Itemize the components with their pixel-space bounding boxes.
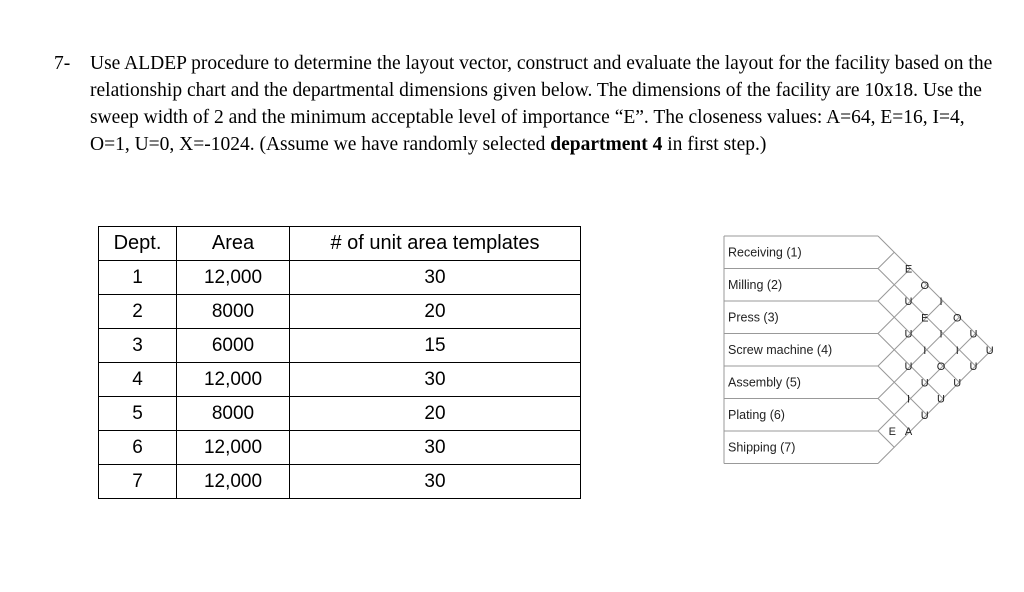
relationship-code: U <box>969 328 978 341</box>
relationship-code: A <box>904 426 913 438</box>
chart-diagonal <box>894 301 943 350</box>
relationship-code: O <box>920 279 930 292</box>
relationship-code: U <box>985 344 994 357</box>
cell-templates: 20 <box>290 295 581 329</box>
relationship-code: I <box>955 344 959 357</box>
chart-diagonal <box>894 350 943 399</box>
table-header-row <box>99 227 581 261</box>
chart-row-tip <box>878 366 894 399</box>
cell-templates: 15 <box>290 329 581 363</box>
cell-templates: 30 <box>290 363 581 397</box>
cell-dept: 1 <box>99 261 177 295</box>
relationship-code: U <box>904 361 913 373</box>
relationship-code: E <box>904 263 913 276</box>
header-area: Area <box>177 227 290 261</box>
relationship-code: I <box>939 328 943 341</box>
relationship-chart <box>700 232 1010 472</box>
table-row <box>99 295 581 329</box>
relationship-code: U <box>904 296 913 308</box>
chart-row-tip <box>878 236 894 269</box>
department-label: Press (3) <box>728 310 779 325</box>
table-row <box>99 363 581 397</box>
problem-statement <box>54 50 994 158</box>
header-templates: # of unit area templates <box>290 227 581 261</box>
relationship-code: I <box>906 393 911 406</box>
table-row <box>99 465 581 499</box>
department-label: Assembly (5) <box>728 375 801 390</box>
cell-templates: 30 <box>290 465 581 499</box>
relationship-code: U <box>937 393 945 406</box>
cell-dept: 4 <box>99 363 177 397</box>
cell-area: 8000 <box>177 295 290 329</box>
header-dept: Dept. <box>99 227 177 261</box>
department-label: Screw machine (4) <box>728 342 833 357</box>
relationship-code: E <box>921 312 929 325</box>
cell-area: 12,000 <box>177 261 290 295</box>
cell-dept: 7 <box>99 465 177 499</box>
cell-dept: 6 <box>99 431 177 465</box>
cell-area: 8000 <box>177 397 290 431</box>
relationship-code: U <box>969 361 978 373</box>
problem-text <box>90 50 994 158</box>
relationship-code: U <box>920 409 929 422</box>
chart-row-tip <box>878 269 894 302</box>
cell-area: 12,000 <box>177 363 290 397</box>
cell-area: 12,000 <box>177 431 290 465</box>
department-label: Receiving (1) <box>728 245 802 260</box>
cell-templates: 30 <box>290 431 581 465</box>
department-label: Plating (6) <box>728 407 785 422</box>
chart-row-tip <box>878 334 894 367</box>
cell-area: 6000 <box>177 329 290 363</box>
cell-templates: 20 <box>290 397 581 431</box>
table-row <box>99 261 581 295</box>
cell-dept: 2 <box>99 295 177 329</box>
cell-dept: 5 <box>99 397 177 431</box>
department-label: Milling (2) <box>728 277 783 292</box>
table-row <box>99 329 581 363</box>
department-dimensions-table <box>98 226 581 499</box>
cell-dept: 3 <box>99 329 177 363</box>
relationship-code: E <box>888 426 896 438</box>
table-row <box>99 431 581 465</box>
chart-row-tip <box>878 301 894 334</box>
problem-text-part1: Use ALDEP procedure to determine the layout vector, construct and evaluate the layout for the facility based on the relationship chart and the departmental dimensions given below. The dimensions of the facility are 10x18. Use the sweep width of 2 and the minimum acceptable level of importance “E”. The closeness values: A=64, E=16, I=4, O=1, U=0, X=-1024. (Assume we have randomly selected <box>90 53 993 155</box>
relationship-code: U <box>920 377 929 390</box>
relationship-code: U <box>904 328 913 341</box>
cell-area: 12,000 <box>177 465 290 499</box>
department-label: Shipping (7) <box>728 440 796 455</box>
relationship-code: O <box>952 312 962 325</box>
relationship-code: O <box>936 361 946 373</box>
cell-templates: 30 <box>290 261 581 295</box>
problem-number: 7- <box>54 53 71 74</box>
table-row <box>99 397 581 431</box>
problem-bold-department: department 4 <box>550 134 663 155</box>
problem-text-part2: in first step.) <box>662 134 767 155</box>
relationship-code: I <box>939 296 943 308</box>
relationship-code: U <box>953 377 962 390</box>
relationship-code: I <box>923 344 927 357</box>
